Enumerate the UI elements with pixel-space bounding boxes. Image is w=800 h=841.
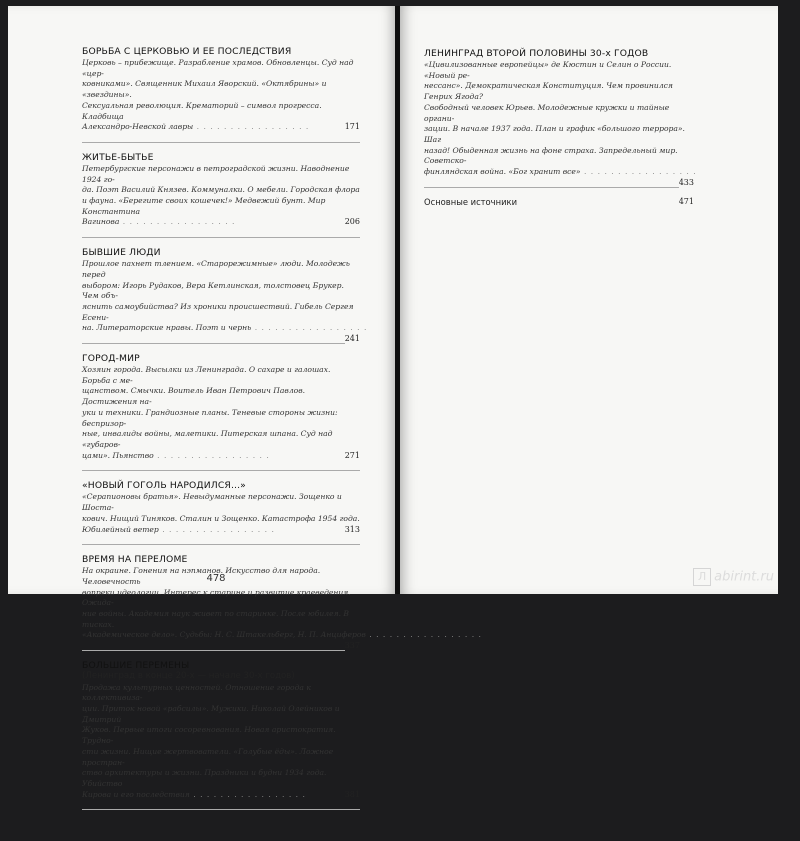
entry-title: БОЛЬШИЕ ПЕРЕМЕНЫ [82, 660, 190, 672]
entry-description-line: сти жизни. Нищие жертвователи. «Голубые ёды». Ложное простран- [82, 746, 334, 767]
entry-description-line [82, 323, 368, 344]
entry-description-line: ковниками». Священник Михаил Яворский. «Октябрины» и «звездины». [82, 79, 327, 100]
entry-page-ref: 271 [344, 450, 360, 460]
leader-dots: . . . . . . . . . . . . . . . . . [119, 217, 236, 227]
entry-title: БЫВШИЕ ЛЮДИ [82, 247, 161, 259]
entry-description [424, 60, 697, 187]
entry-divider [424, 187, 679, 188]
leader-dots: . . . . . . . . . . . . . . . . . [189, 789, 306, 799]
entry-divider [82, 237, 360, 238]
entry-title: «НОВЫЙ ГОГОЛЬ НАРОДИЛСЯ...» [82, 480, 246, 492]
entry-description-line: ние войны. Академия наук живет по старинке. После юбилея. В тисках. [82, 609, 350, 629]
entry-description-line: зации. В начале 1937 года. План и график «большого террора». Шаг [424, 124, 685, 144]
entry-description-line: нессанс». Демократическая Конституция. Чем провинился Генрих Ягода? [424, 81, 673, 102]
entry-description-line: Прошлое пахнет тлением. «Старорежимные» люди. Молодежь перед [82, 259, 350, 279]
entry-description [82, 164, 360, 228]
entry-description [82, 492, 360, 535]
entry-description-line: «Цивилизованные европейцы» де Кюстин и Селин о России. «Новый ре- [424, 60, 672, 80]
entry-description-line [82, 525, 360, 536]
entry-description-line: да. Поэт Василий Князев. Коммуналки. О мебели. Городская флора [82, 185, 360, 195]
sources-page-ref: 471 [678, 196, 694, 206]
entry-description [82, 259, 368, 344]
entry-description-line: вопреки идеологии. Интерес к старине и развитие краеведения. Ожида- [82, 587, 351, 608]
toc-entry [82, 353, 360, 461]
entry-description-line: щанством. Смычки. Воитель Иван Петрович Павлов. Достижения на- [82, 386, 306, 407]
entry-title: ГОРОД-МИР [82, 353, 140, 365]
entry-description-line: ство архитектуры и жизни. Праздники и будни 1934 года. Убийство [82, 768, 327, 788]
watermark-logo-icon: Л [693, 568, 711, 586]
toc-entry [82, 554, 482, 651]
watermark [693, 568, 774, 586]
leader-dots: . . . . . . . . . . . . . . . . . [580, 167, 697, 177]
entry-page-ref: 433 [678, 177, 694, 187]
entry-description-line: ные, инвалиды войны, малетики. Питерская шпана. Суд над «губаров- [82, 429, 333, 449]
entry-description-line: выбором: Игорь Рудаков, Вера Кетлинская, толстовец Брукер. Чем объ- [82, 280, 344, 301]
entry-description-line: ции. Приток новой «рабсилы». Мужики. Николай Олейников и Дмитрий [82, 704, 340, 724]
entry-description-line [424, 167, 697, 187]
entry-description-line: Хозяин города. Высылки из Ленинграда. О сахаре и галошах. Борьба с ме- [82, 365, 331, 385]
leader-dots: . . . . . . . . . . . . . . . . . [193, 122, 310, 132]
toc-entry [82, 247, 368, 344]
page-number: 478 [206, 573, 226, 584]
right-page [400, 6, 778, 594]
entry-description-line: Сексуальная революция. Крематорий – символ прогресса. Кладбища [82, 100, 322, 121]
entry-description [82, 365, 360, 461]
toc-entry [82, 46, 360, 133]
entry-description-text: «Академическое дело». Судьбы: Н. С. Штакельберг, Н. П. Анциферов [82, 630, 366, 640]
toc-entry [82, 152, 360, 228]
entry-divider [82, 343, 345, 344]
entry-description-line: Жуков. Первые итоги сосоревнования. Новая аристократия. Трудно- [82, 725, 336, 746]
entry-title: ЖИТЬЕ-БЫТЬЕ [82, 151, 154, 163]
entry-page-ref: 337 [344, 641, 360, 651]
entry-description [82, 683, 360, 801]
entry-description-line: Петербургские персонажи в петроградской жизни. Наводнение 1924 го- [82, 163, 350, 184]
leader-dots: . . . . . . . . . . . . . . . . . [158, 524, 275, 534]
entry-title: БОРЬБА С ЦЕРКОВЬЮ И ЕЕ ПОСЛЕДСТВИЯ [82, 46, 292, 57]
watermark-text: abirint.ru [714, 569, 774, 585]
entry-description-line: назад! Обыденная жизнь на фоне страха. Запредельный мир. Советско- [424, 145, 678, 166]
toc-entry [82, 660, 360, 800]
entry-description [82, 58, 360, 133]
sources-entry [424, 197, 694, 207]
entry-description-text: Юбилейный ветер [82, 524, 159, 534]
entry-description-line [82, 122, 360, 133]
entry-description-text: Вагинова [82, 217, 120, 227]
sources-label: Основные источники [424, 196, 518, 207]
toc-entry [424, 48, 697, 187]
entry-description-line: и фауна. «Берегите своих кошечек!» Медвежий бунт. Мир Константина [82, 196, 326, 216]
entry-description-line: яснить самоубийства? Из хроники происшествий. Гибель Сергея Есени- [82, 301, 354, 322]
entry-description-text: финляндская война. «Бог хранит все» [424, 167, 581, 177]
toc-entry [82, 480, 360, 535]
entry-description-line [82, 630, 482, 651]
entry-description-text: на. Литераторские нравы. Поэт и чернь [82, 323, 252, 333]
entry-description-line [82, 790, 360, 801]
entry-description-line: «Серапионовы братья». Невыдуманные персонажи. Зощенко и Шоста- [82, 492, 342, 513]
entry-description-line: На окраине. Гонения на нэпманов. Искусство для народа. Человечность [82, 566, 321, 586]
entry-page-ref: 171 [344, 122, 360, 132]
entry-page-ref: 381 [344, 789, 360, 799]
entry-description-line: Свободный человек Юрьев. Молодежные кружки и тайные органи- [424, 102, 670, 123]
entry-description-text: цами». Пьянство [82, 450, 154, 460]
entry-description-line: кович. Нищий Тиняков. Сталин и Зощенко. Катастрофа 1954 года. [82, 513, 360, 523]
entry-page-ref: 241 [344, 334, 360, 344]
entry-subtitle: (Ленинград в конце 20-х — начале 30-х годов) [82, 671, 295, 682]
entry-divider [82, 809, 360, 810]
leader-dots: . . . . . . . . . . . . . . . . . [365, 630, 482, 640]
entry-title: ВРЕМЯ НА ПЕРЕЛОМЕ [82, 554, 188, 566]
right-toc [424, 48, 697, 207]
entry-description-line: Продажа культурных ценностей. Отношение города к коллективиза- [82, 682, 311, 703]
right-entries [424, 48, 697, 188]
entry-title: ЛЕНИНГРАД ВТОРОЙ ПОЛОВИНЫ 30-х ГОДОВ [424, 48, 649, 59]
entry-divider [82, 142, 360, 143]
entry-page-ref: 206 [344, 217, 360, 227]
entry-page-ref: 313 [344, 524, 360, 534]
entry-description-line [82, 217, 360, 228]
leader-dots: . . . . . . . . . . . . . . . . . [251, 323, 368, 333]
entry-description-text: Кирова и его последствия [82, 789, 190, 799]
entry-description-line: уки и техники. Грандиозные планы. Теневые стороны жизни: беспризор- [82, 407, 338, 428]
entry-divider [82, 544, 360, 545]
leader-dots: . . . . . . . . . . . . . . . . . [153, 450, 270, 460]
entry-description-line: Церковь – прибежище. Разрабление храмов. Обновленцы. Суд над «цер- [82, 58, 354, 78]
entry-description-line [82, 451, 360, 462]
entry-description-text: Александро-Невской лавры [82, 122, 194, 132]
entry-divider [82, 470, 360, 471]
entry-divider [82, 650, 345, 651]
